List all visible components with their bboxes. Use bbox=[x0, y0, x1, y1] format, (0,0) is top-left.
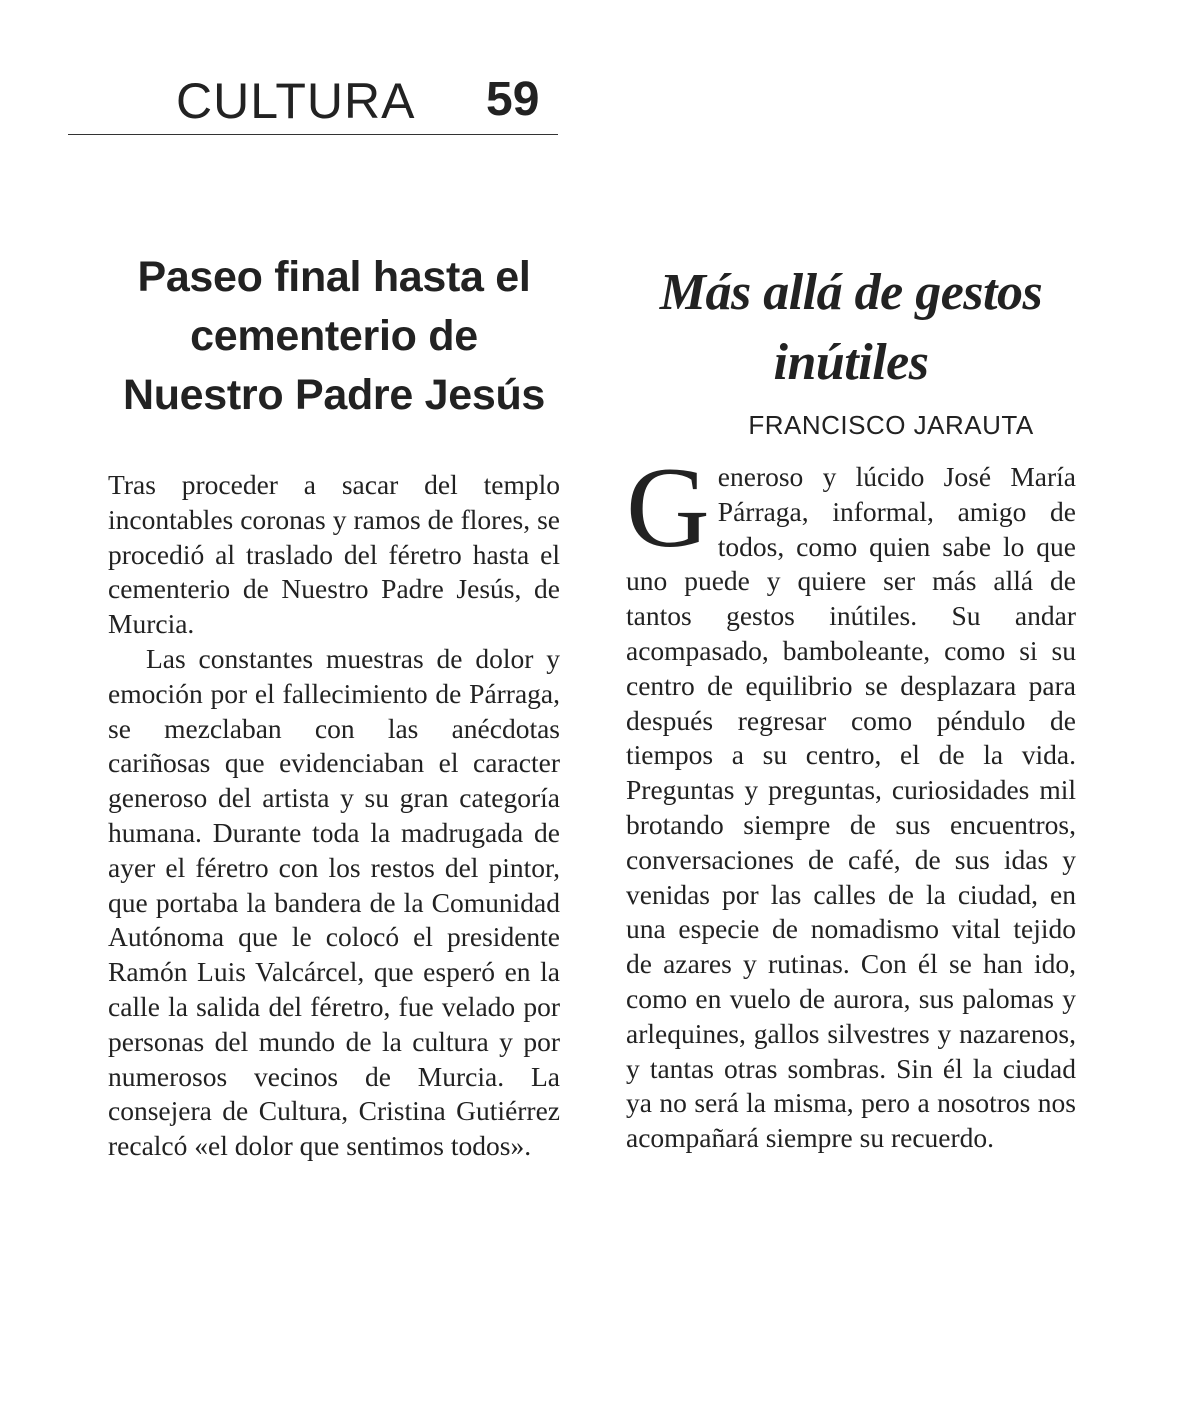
section-title: CULTURA bbox=[176, 73, 416, 129]
page-header bbox=[68, 68, 558, 138]
drop-cap: G bbox=[626, 444, 710, 572]
left-article-headline: Paseo final hasta el cementerio de Nuestro Padre Jesús bbox=[122, 253, 546, 419]
page-number: 59 bbox=[486, 73, 540, 126]
right-article bbox=[626, 258, 1076, 1154]
left-article-paragraph-2: Las constantes muestras de dolor y emoción por el fallecimiento de Párraga, se mezclaban con las anécdotas cariñosas que evidenciaban el caracter generoso del artista y su gran categoría humana. Durante toda la madrugada de ayer el féretro con los restos del pintor, que portaba la bandera de la Comunidad Autónoma que le colocó el presidente Ramón Luis Valcárcel, que esperó en la calle la salida del féretro, fue velado por personas del mundo de la cultura y por numerosos vecinos de Murcia. La consejera de Cultura, Cristina Gutiérrez recalcó «el dolor que sentimos todos». bbox=[108, 642, 560, 1162]
right-article-paragraph: eneroso y lúcido José María Párraga, informal, amigo de todos, como quien sabe lo que uno puede y quiere ser más allá de tantos gestos inútiles. Su andar acompasado, bamboleante, como si su centro de equilibrio se desplazara para después regresar como péndulo de tiempos a su centro, el de la vida. Preguntas y preguntas, curiosidades mil brotando siempre de sus encuentros, conversaciones de café, de sus idas y venidas por las calles de la ciudad, en una especie de nomadismo vital tejido de azares y rutinas. Con él se han ido, como en vuelo de aurora, sus palomas y arlequines, gallos silvestres y nazarenos, y tantas otras sombras. Sin él la ciudad ya no será la misma, pero a nosotros nos acompañará siempre su recuerdo. bbox=[626, 461, 1076, 1154]
right-article-headline: Más allá de gestos inútiles bbox=[659, 264, 1043, 391]
byline: FRANCISCO JARAUTA bbox=[748, 410, 1034, 440]
left-article-paragraph-1: Tras proceder a sacar del templo incontables coronas y ramos de flores, se procedió al traslado del féretro hasta el cementerio de Nuestro Padre Jesús, de Murcia. bbox=[108, 469, 560, 640]
right-article-body bbox=[626, 444, 1076, 1156]
header-rule bbox=[68, 134, 558, 135]
left-article-body bbox=[108, 468, 560, 1164]
left-article bbox=[108, 248, 560, 1162]
